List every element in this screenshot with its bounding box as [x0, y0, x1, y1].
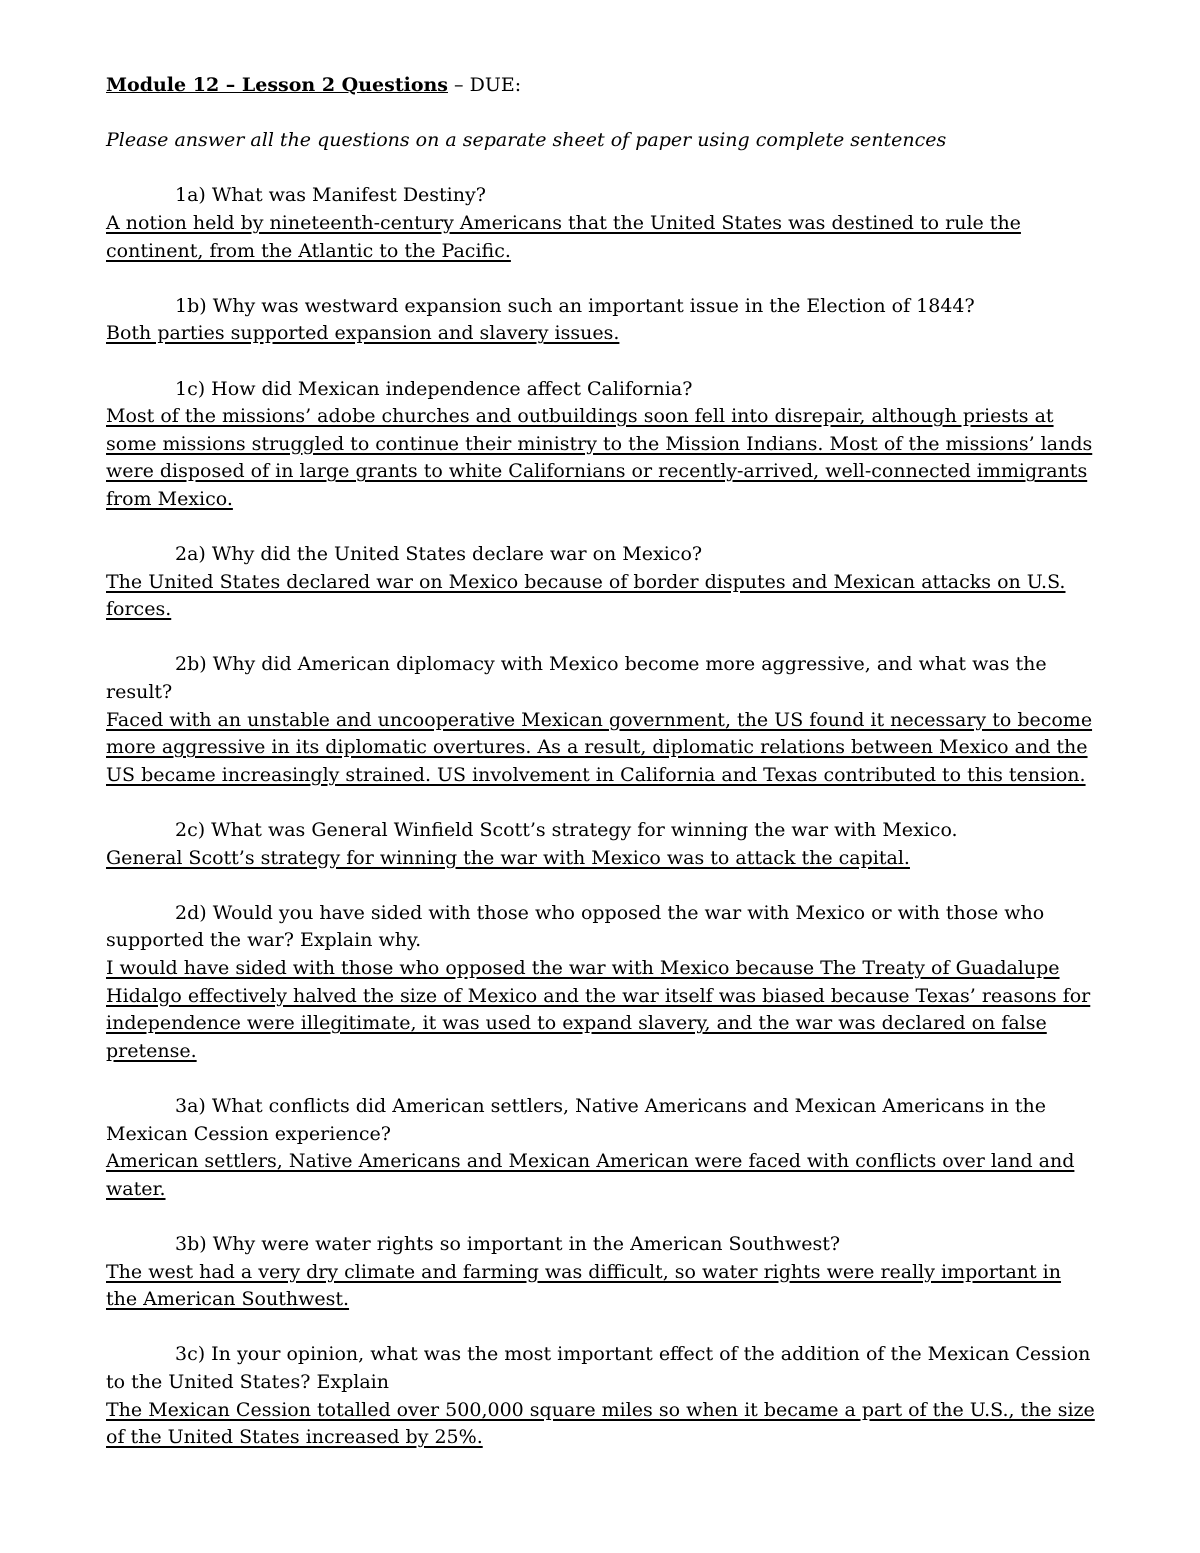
qa-item	[106, 1093, 1096, 1203]
question-1b: 1b) Why was westward expansion such an important issue in the Election of 1844?	[175, 294, 975, 317]
question-2d: 2d) Would you have sided with those who opposed the war with Mexico or with those who supported the war? Explain why.	[106, 901, 1045, 952]
answer-2d: I would have sided with those who opposed the war with Mexico because The Treaty of Guadalupe Hidalgo effectively halved the size of Mexico and the war itself was biased because Texas’ reasons for independence were illegitimate, it was used to expand slavery, and the war was declared on false pretense.	[106, 957, 1091, 1062]
question-2c: 2c) What was General Winfield Scott’s strategy for winning the war with Mexico.	[175, 819, 958, 842]
document-page	[106, 72, 1096, 1479]
question-1c: 1c) How did Mexican independence affect California?	[175, 377, 693, 400]
qa-item	[106, 1341, 1096, 1451]
answer-1b: Both parties supported expansion and slavery issues.	[106, 322, 620, 345]
document-title: Module 12 – Lesson 2 Questions	[106, 74, 448, 96]
qa-item	[106, 293, 1096, 348]
question-3a: 3a) What conflicts did American settlers, Native Americans and Mexican Americans in the Mexican Cession experience?	[106, 1094, 1047, 1145]
question-3c: 3c) In your opinion, what was the most important effect of the addition of the Mexican Cession to the United States? Explain	[106, 1343, 1091, 1393]
question-2a: 2a) Why did the United States declare war on Mexico?	[175, 543, 703, 566]
qa-item	[106, 651, 1096, 789]
answer-3a: American settlers, Native Americans and Mexican American were faced with conflicts over land and water.	[106, 1150, 1075, 1200]
instructions: Please answer all the questions on a separate sheet of paper using complete sentences	[106, 129, 947, 152]
document-header	[106, 72, 1096, 100]
answer-3b: The west had a very dry climate and farming was difficult, so water rights were really important in the American Southwest.	[106, 1260, 1062, 1311]
qa-item	[106, 541, 1096, 624]
answer-2c: General Scott’s strategy for winning the war with Mexico was to attack the capital.	[106, 846, 910, 869]
qa-item	[106, 817, 1096, 872]
due-label: – DUE:	[448, 74, 522, 96]
question-3b: 3b) Why were water rights so important in the American Southwest?	[175, 1232, 841, 1255]
qa-item	[106, 182, 1096, 265]
answer-3c: The Mexican Cession totalled over 500,000 square miles so when it became a part of the U.S., the size of the United States increased by 25%.	[106, 1398, 1095, 1449]
answer-2a: The United States declared war on Mexico because of border disputes and Mexican attacks on U.S. forces.	[106, 570, 1066, 621]
question-2b: 2b) Why did American diplomacy with Mexico become more aggressive, and what was the result?	[106, 653, 1047, 704]
question-1a: 1a) What was Manifest Destiny?	[175, 184, 486, 207]
qa-item	[106, 376, 1096, 514]
answer-2b: Faced with an unstable and uncooperative Mexican government, the US found it necessary to become more aggressive in its diplomatic overtures. As a result, diplomatic relations between Mexico and the US became increasingly strained. US involvement in California and Texas contributed to this tension.	[106, 708, 1093, 786]
answer-1c: Most of the missions’ adobe churches and outbuildings soon fell into disrepair, although priests at some missions struggled to continue their ministry to the Mission Indians. Most of the missions’ lands were disposed of in large grants to white Californians or recently-arrived, well-connected immigrants from Mexico.	[106, 405, 1093, 510]
answer-1a: A notion held by nineteenth-century Americans that the United States was destined to rule the continent, from the Atlantic to the Pacific.	[106, 211, 1021, 262]
qa-item	[106, 1231, 1096, 1314]
qa-item	[106, 900, 1096, 1066]
